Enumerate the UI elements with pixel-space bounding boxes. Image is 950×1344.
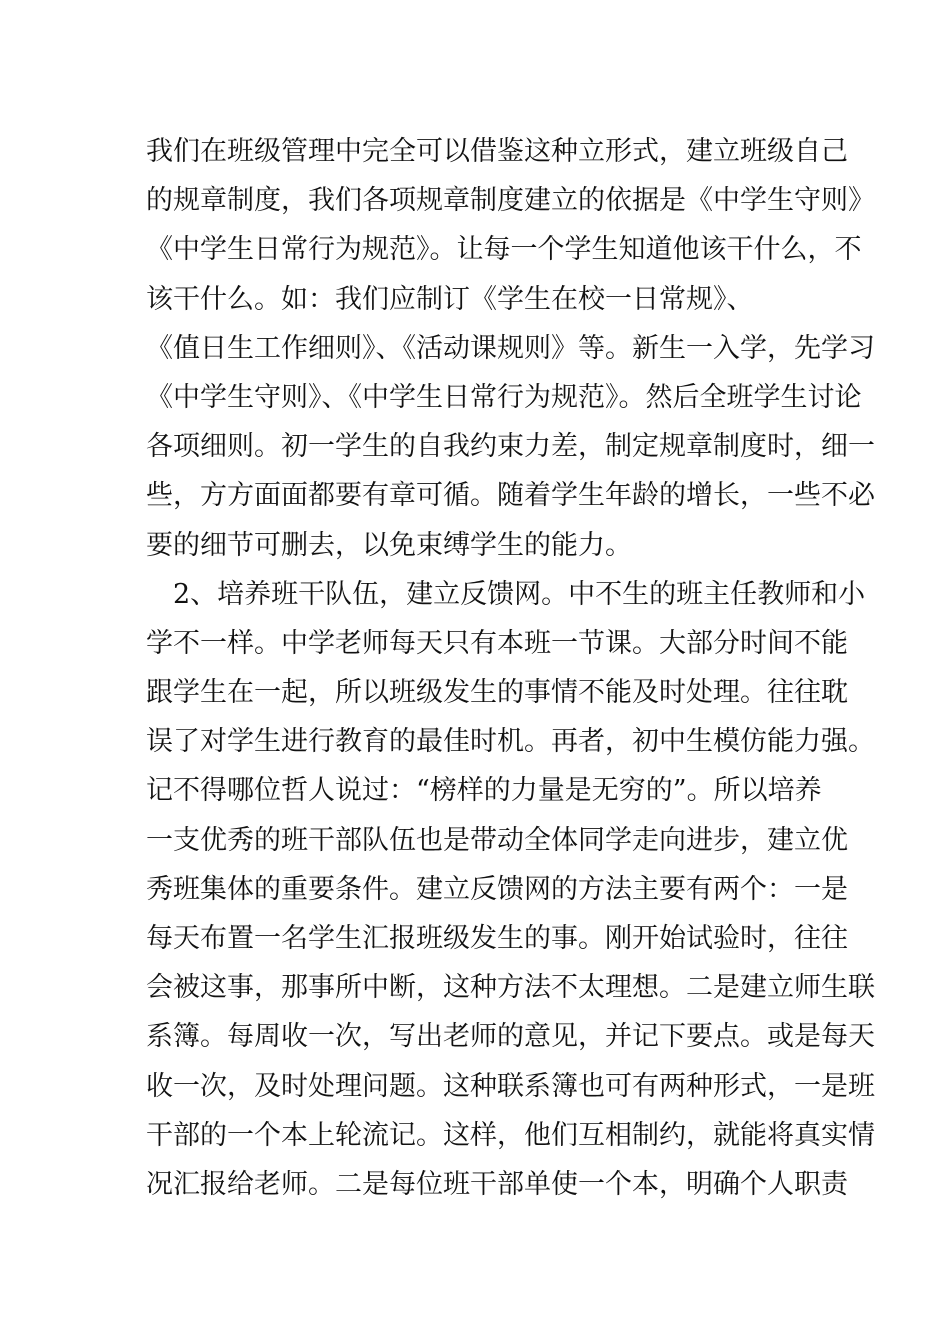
text-line: 各项细则。初一学生的自我约束力差，制定规章制度时，细一 (146, 431, 875, 463)
text-line: 要的细节可删去，以免束缚学生的能力。 (146, 529, 632, 561)
text-line: 学不一样。中学老师每天只有本班一节课。大部分时间不能 (146, 627, 848, 659)
body-text (146, 127, 875, 1209)
text-line: 我们在班级管理中完全可以借鉴这种立形式，建立班级自己 (146, 136, 848, 167)
text-line: 记不得哪位哲人说过：“榜样的力量是无穷的”。所以培养 (146, 775, 822, 807)
text-line: 一支优秀的班干部队伍也是带动全体同学走向进步，建立优 (146, 824, 848, 856)
text-line: 干部的一个本上轮流记。这样，他们互相制约，就能将真实情 (146, 1119, 875, 1151)
text-line: 跟学生在一起，所以班级发生的事情不能及时处理。往往耽 (146, 677, 848, 709)
text-line: 系簿。每周收一次，写出老师的意见，并记下要点。或是每天 (146, 1021, 875, 1053)
text-line: 误了对学生进行教育的最佳时机。再者，初中生模仿能力强。 (146, 726, 875, 758)
text-line: 的规章制度，我们各项规章制度建立的依据是《中学生守则》 (146, 185, 875, 217)
text-line: 收一次，及时处理问题。这种联系簿也可有两种形式，一是班 (146, 1070, 875, 1102)
text-line: 会被这事，那事所中断，这种方法不太理想。二是建立师生联 (146, 972, 875, 1004)
text-line: 2、培养班干队伍，建立反馈网。中不生的班主任教师和小 (173, 578, 866, 610)
text-line: 《中学生守则》、《中学生日常行为规范》。然后全班学生讨论 (146, 381, 862, 413)
text-line: 每天布置一名学生汇报班级发生的事。刚开始试验时，往往 (146, 923, 848, 954)
text-line: 些，方方面面都要有章可循。随着学生年龄的增长，一些不必 (146, 480, 875, 512)
text-line: 况汇报给老师。二是每位班干部单使一个本，明确个人职责 (146, 1168, 848, 1200)
text-line: 《中学生日常行为规范》。让每一个学生知道他该干什么，不 (146, 234, 862, 266)
text-line: 《值日生工作细则》、《活动课规则》等。新生一入学，先学习 (146, 332, 875, 364)
text-line: 该干什么。如：我们应制订《学生在校一日常规》、 (146, 283, 754, 315)
text-line: 秀班集体的重要条件。建立反馈网的方法主要有两个：一是 (146, 873, 848, 905)
